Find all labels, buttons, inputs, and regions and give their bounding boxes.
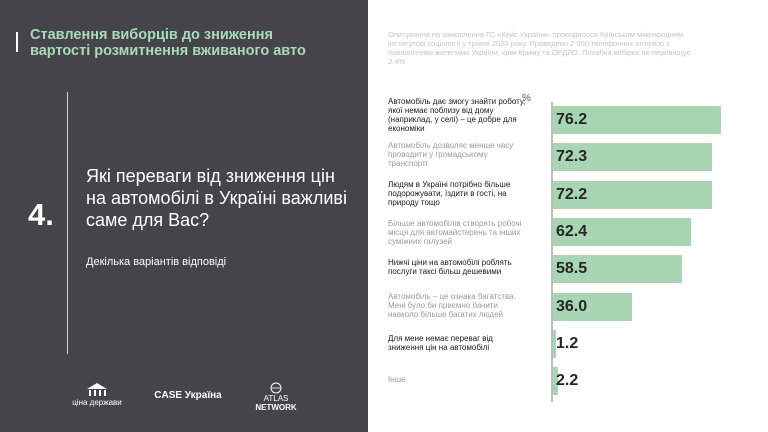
logo-atlas-network xyxy=(252,382,300,412)
accent-bar xyxy=(16,32,18,52)
logo-text-line1: ATLAS xyxy=(263,394,289,403)
bar-category-label: Для мене немає переваг від зниження цін на автомобілі xyxy=(388,334,493,352)
left-panel xyxy=(0,0,368,432)
logo-text: CASE Україна xyxy=(154,390,222,401)
bar-category-label: Людям в Україні потрібно більше подорожувати, їздити в гості, на природу тощо xyxy=(388,180,511,207)
bar-value-label: 62.4 xyxy=(556,222,588,240)
logo-text: ціна держави xyxy=(72,398,122,407)
bar-category-label: Більше автомобілів створять робочі місця для автомайстерень та інших суміжних галузей xyxy=(388,219,522,246)
slide-title: Ставлення виборців до зниження вартості розмитнення вживаного авто xyxy=(30,27,306,59)
question-number: 4. xyxy=(28,197,54,232)
logo-case-ukraine xyxy=(147,390,229,401)
bar-category-label: Нижчі ціни на автомобілі роблять послуги таксі більш дешевими xyxy=(388,258,512,276)
bar-value-label: 36.0 xyxy=(556,297,588,315)
methodology-note: Опитування на замовлення ГС «Кейс Україна» проводилося Київським міжнародним інститутом соціології у травні 2020 року. Проведено 2 000 телефонних інтерв'ю з повнолітніми жителями України, крім Криму та ОРДЛО. Похибка вибірки не перевищує 2.4% xyxy=(388,30,691,66)
logo-text-line2: NETWORK xyxy=(255,403,297,412)
bar-category-label: Інше xyxy=(388,375,406,384)
logo-cina-derzhavy xyxy=(72,382,122,407)
bar-value-label: 1.2 xyxy=(556,334,579,352)
building-icon xyxy=(85,382,109,398)
question-note: Декілька варіантів відповіді xyxy=(86,256,227,268)
bar-value-label: 72.2 xyxy=(556,185,588,203)
bar-category-label: Автомобіль – це ознака багатства. Мені було би приємно бачити навколо більше багатих людей xyxy=(388,292,516,319)
globe-icon xyxy=(267,382,285,394)
bar-category-label: Автомобіль дає змогу знайти роботу, якої немає поблизу від дому (наприклад, у селі) – це добре для економіки xyxy=(388,97,526,133)
bar-category-label: Автомобіль дозволяє менше часу проводити у громадському транспорті xyxy=(388,141,514,168)
bar-value-label: 2.2 xyxy=(556,372,579,390)
bar-value-label: 76.2 xyxy=(556,111,588,128)
vertical-divider xyxy=(67,92,68,354)
question-text: Які переваги від зниження цін на автомобілі в Україні важливі саме для Вас? xyxy=(86,166,347,230)
unit-label: % xyxy=(522,93,531,104)
bar-value-label: 72.3 xyxy=(556,148,588,166)
bar-value-label: 58.5 xyxy=(556,260,588,278)
